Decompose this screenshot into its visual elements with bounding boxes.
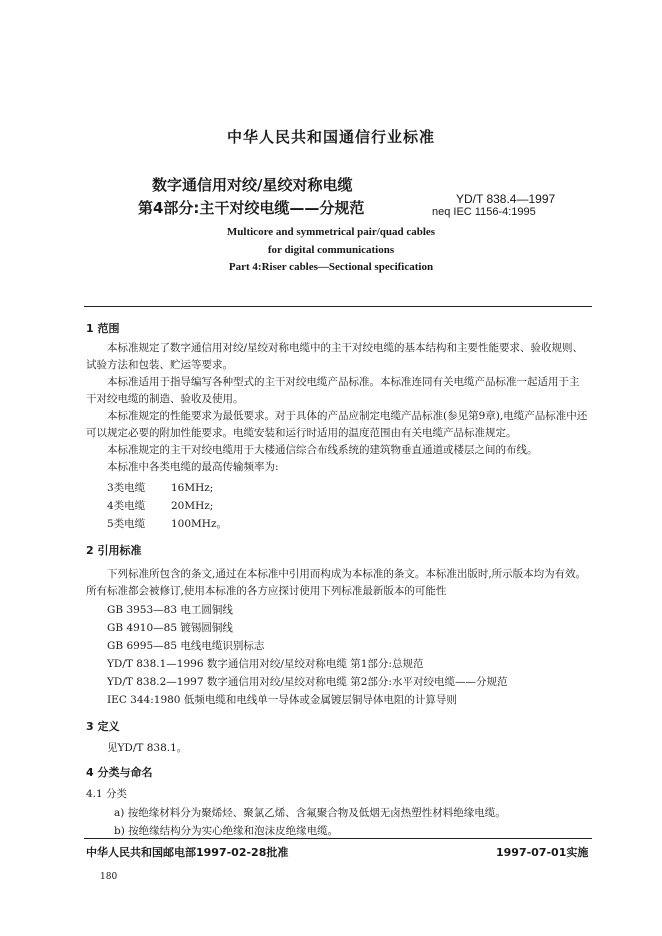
freq-cat: 5类电缆 [107,518,146,530]
freq-row [107,516,227,531]
standard-header: 中华人民共和国通信行业标准 [226,128,435,146]
ref-item: IEC 344:1980 低频电缆和电线单一导体或金属镀层铜导体电阻的计算导则 [107,694,457,706]
ref-item: YD/T 838.2—1997 数字通信用对绞/星绞对称电缆 第2部分:水平对绞电缆——分规范 [107,676,508,688]
section4-heading: 4 分类与命名 [86,766,153,779]
section1-p1: 本标准规定了数字通信用对绞/星绞对称电缆中的主干对绞电缆的基本结构和主要性能要求、验收规则、试验方法和包装、贮运等要求。 [86,342,584,371]
section3-p1: 见YD/T 838.1。 [107,742,188,754]
section2-heading: 2 引用标准 [86,544,142,557]
title-line1: 数字通信用对绞/星绞对称电缆 [152,176,353,194]
top-divider [84,306,592,307]
footer-effective: 1997-07-01实施 [496,846,589,859]
section1-heading: 1 范围 [86,322,120,335]
title-en-line2: for digital communications [267,244,395,256]
freq-val: 20MHz; [171,500,214,512]
freq-row [107,498,213,513]
section1-p3: 本标准规定的性能要求为最低要求。对于具体的产品应制定电缆产品标准(参见第9章),电缆产品标准中还可以规定必要的附加性能要求。电缆安装和运行时适用的温度范围由有关电缆产品标准规定。 [86,410,588,439]
section1-p5: 本标准中各类电缆的最高传输频率为: [107,461,279,473]
freq-val: 16MHz; [171,482,214,494]
section2-p1: 下列标准所包含的条文,通过在本标准中引用而构成为本标准的条文。本标准出版时,所示版本均为有效。所有标准都会被修订,使用本标准的各方应探讨使用下列标准最新版本的可能性 [86,568,587,597]
bottom-divider [84,838,592,839]
ref-item: GB 3953—83 电工圆铜线 [107,604,233,616]
title-line2: 第4部分:主干对绞电缆——分规范 [138,199,365,217]
page-number: 180 [100,872,118,882]
ref-item: GB 4910—85 镀锡圆铜线 [107,622,233,634]
footer-issuer: 中华人民共和国邮电部1997-02-28批准 [86,846,289,859]
section3-heading: 3 定义 [86,720,120,733]
section4-b: b) 按绝缘结构分为实心绝缘和泡沫皮绝缘电缆。 [114,825,339,837]
ref-item: YD/T 838.1—1996 数字通信用对绞/星绞对称电缆 第1部分:总规范 [107,658,424,670]
freq-val: 100MHz。 [171,518,227,530]
std-code: YD/T 838.4—1997 [456,192,556,206]
std-equiv: neq IEC 1156-4:1995 [432,206,536,218]
section4-sub: 4.1 分类 [86,788,128,800]
freq-cat: 3类电缆 [107,482,146,494]
ref-item: GB 6995—85 电线电缆识别标志 [107,640,265,652]
section1-p4: 本标准规定的主干对绞电缆用于大楼通信综合布线系统的建筑物垂直通道或楼层之间的布线。 [107,444,538,456]
freq-cat: 4类电缆 [107,500,146,512]
freq-row [107,480,213,495]
section4-a: a) 按绝缘材料分为聚烯烃、聚氯乙烯、含氟聚合物及低烟无卤热塑性材料绝缘电缆。 [114,807,506,819]
section1-p2: 本标准适用于指导编写各种型式的主干对绞电缆产品标准。本标准连同有关电缆产品标准一起适用于主干对绞电缆的制造、验收及使用。 [86,376,580,405]
title-en-line3: Part 4:Riser cables—Sectional specification [228,261,434,273]
title-en-line1: Multicore and symmetrical pair/quad cables [226,226,436,238]
